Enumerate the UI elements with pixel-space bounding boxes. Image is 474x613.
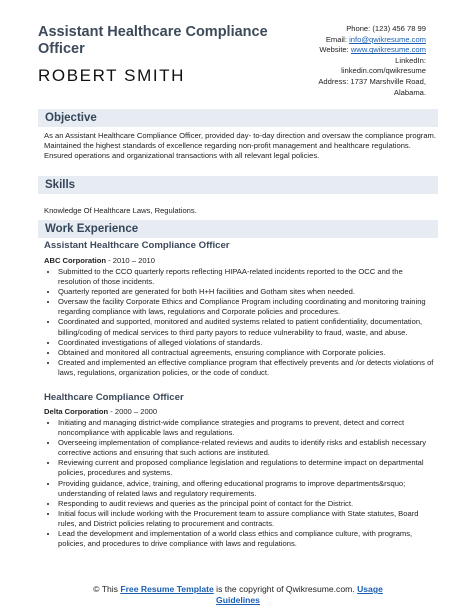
contact-website <box>256 45 426 56</box>
list-item: • Obtained and monitored all contractual agreements, ensuring compliance with Corporate policies. <box>58 348 436 358</box>
list-item: • Providing guidance, advice, training, and offering educational programs to improve departments&rsquo; understanding of related laws and regulatory requirements. <box>58 479 436 499</box>
job-2-title: Healthcare Compliance Officer <box>44 392 184 403</box>
list-item: • Oversaw the facility Corporate Ethics and Compliance Program including coordinating and monitoring training regarding compliance with laws, regulations and Corporate policies and procedures. <box>58 297 436 317</box>
usage-guidelines-link[interactable]: Guidelines <box>216 595 260 605</box>
email-link[interactable]: info@qwikresume.com <box>349 34 426 44</box>
job-1-title: Assistant Healthcare Compliance Officer <box>44 240 230 251</box>
usage-link-part-1[interactable]: Usage <box>357 584 383 594</box>
address-line-1: Address: 1737 Marshville Road, <box>318 76 426 86</box>
list-item: • Reviewing current and proposed compliance legislation and regulations to determine impact on departmental policies, procedures and systems. <box>58 458 436 478</box>
list-item: • Initiating and managing district-wide compliance strategies and programs to prevent, detect and correct noncompliance with applicable laws and regulations. <box>58 418 436 438</box>
skills-text: Knowledge Of Healthcare Laws, Regulations. <box>44 206 197 215</box>
contact-block <box>256 24 426 98</box>
job-2-bullets <box>44 418 436 549</box>
website-link[interactable]: www.qwikresume.com <box>350 45 426 55</box>
list-item: • Coordinated investigations of alleged violations of standards. <box>58 338 436 348</box>
list-item: • Lead the development and implementation of a world class ethics and compliance culture, with programs, policies, and procedures to drive compliance with laws and regulations. <box>58 529 436 549</box>
linkedin-label: LinkedIn: <box>395 55 426 65</box>
list-item: • Created and implemented an effective compliance program that effectively prevents and /or detects violations of laws, regulations, organization policies, or the code of conduct. <box>58 358 436 378</box>
list-item: • Submitted to the CCO quarterly reports reflecting HIPAA-related incidents reported to the OCC and the resolution of those incidents. <box>58 267 436 287</box>
resume-job-title: Assistant Healthcare Compliance Officer <box>38 24 268 57</box>
job-1-company-line <box>44 256 155 265</box>
contact-email <box>256 35 426 46</box>
job-2-dates: - 2000 – 2000 <box>108 407 158 416</box>
website-label: Website: <box>319 45 351 55</box>
objective-heading: Objective <box>38 109 438 127</box>
footer-prefix: © This <box>93 584 121 594</box>
list-item: • Initial focus will include working with the Procurement team to assure compliance with State statutes, Board rules, and District policies relating to procurement and contracts. <box>58 509 436 529</box>
footer-middle: is the copyright of Qwikresume.com. <box>213 584 358 594</box>
list-item: • Quarterly reported are generated for both H+H facilities and Gotham sites when needed. <box>58 287 436 297</box>
list-item: • Responding to audit reviews and queries as the principal point of contact for the District. <box>58 499 436 509</box>
job-1-dates: - 2010 – 2010 <box>106 256 155 265</box>
contact-phone: Phone: (123) 456 78 99 <box>346 24 426 33</box>
objective-text: As an Assistant Healthcare Compliance Officer, provided day- to-day direction and oversaw the compliance program. Maintained the highest standards of excellence regarding non-profit management and healthcare regulations. Ensured operations and organizational transactions with all relevant legal policies. <box>44 131 436 161</box>
free-resume-template-link[interactable]: Free Resume Template <box>120 584 214 594</box>
address-line-2: Alabama. <box>393 87 426 97</box>
list-item: • Coordinated and supported, monitored and audited systems related to patient confidentiality, documentation, billing/coding of medical services to third party payors to reduce vulnerability to fraud, waste, and abuse. <box>58 317 436 337</box>
skills-heading: Skills <box>38 176 438 194</box>
job-1-bullets <box>44 267 436 378</box>
linkedin-value: linkedin.com/qwikresume <box>341 66 426 76</box>
job-2-company-line <box>44 407 157 416</box>
candidate-name: ROBERT SMITH <box>38 66 186 85</box>
work-experience-heading: Work Experience <box>38 220 438 238</box>
job-1-company: ABC Corporation <box>44 256 107 265</box>
job-2-company: Delta Corporation <box>44 407 109 416</box>
copyright-footer <box>38 584 438 606</box>
email-label: Email: <box>325 34 350 44</box>
list-item: • Overseeing implementation of compliance-related reviews and audits to identify risks and establish necessary corrective actions and ensuring that such actions are instituted. <box>58 438 436 458</box>
